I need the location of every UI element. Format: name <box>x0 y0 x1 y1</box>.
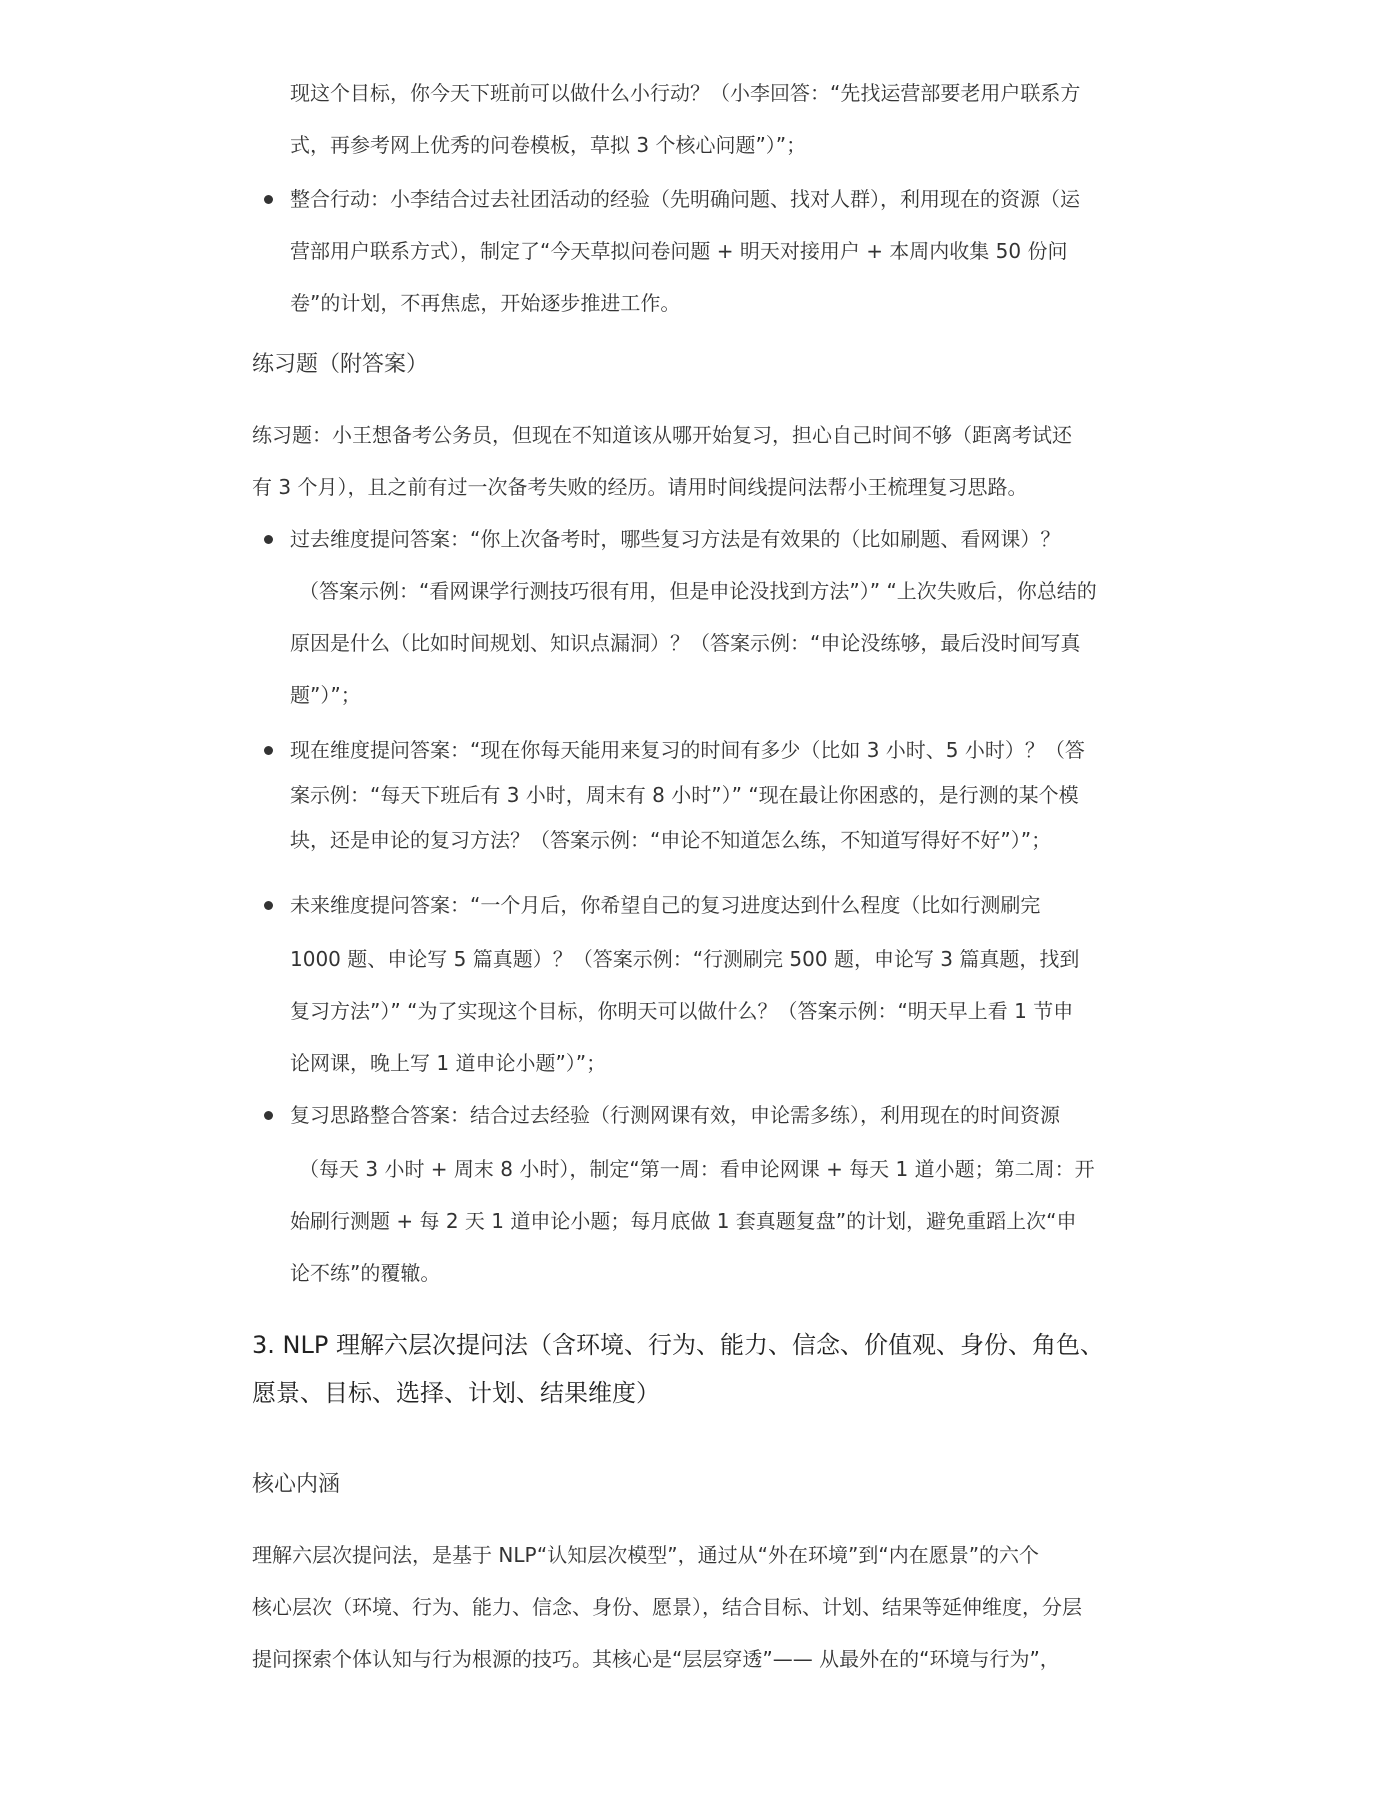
bullet-dot <box>264 746 273 755</box>
core-heading: 核心内涵 <box>252 1472 341 1497</box>
answer-present-line-3: 块，还是申论的复习方法？（答案示例：“申论不知道怎么练，不知道写得好不好”）”； <box>290 828 1052 852</box>
bullet-dot <box>264 535 273 544</box>
integrate-line-2: 营部用户联系方式），制定了“今天草拟问卷问题 + 明天对接用户 + 本周内收集 50 份问 <box>290 239 1068 263</box>
integrate-line-1: 整合行动：小李结合过去社团活动的经验（先明确问题、找对人群），利用现在的资源（运 <box>290 187 1080 211</box>
integrate-line-3: 卷”的计划，不再焦虑，开始逐步推进工作。 <box>290 291 681 315</box>
answer-future-line-4: 论网课，晚上写 1 道申论小题”）”； <box>290 1051 607 1075</box>
answer-integrate-line-3: 始刷行测题 + 每 2 天 1 道申论小题；每月底做 1 套真题复盘”的计划，避免重蹈上次“申 <box>290 1209 1077 1233</box>
answer-future-line-2: 1000 题、申论写 5 篇真题）？（答案示例：“行测刷完 500 题，申论写 3 篇真题，找到 <box>290 947 1080 971</box>
answer-past-line-2: （答案示例：“看网课学行测技巧很有用，但是申论没找到方法”）” “上次失败后，你总结的 <box>299 579 1097 603</box>
answer-present-line-2: 案示例：“每天下班后有 3 小时，周末有 8 小时”）” “现在最让你困惑的，是行测的某个模 <box>290 783 1079 807</box>
answer-past-line-4: 题”）”； <box>290 683 361 707</box>
exercise-line-2: 有 3 个月），且之前有过一次备考失败的经历。请用时间线提问法帮小王梳理复习思路。 <box>252 475 1028 499</box>
intro-line-2: 式，再参考网上优秀的问卷模板，草拟 3 个核心问题”）”； <box>290 133 807 157</box>
section-3-heading-line-1: 3. NLP 理解六层次提问法（含环境、行为、能力、信念、价值观、身份、角色、 <box>252 1331 1104 1359</box>
answer-past-line-3: 原因是什么（比如时间规划、知识点漏洞）？（答案示例：“申论没练够，最后没时间写真 <box>290 631 1081 655</box>
answer-future-line-1: 未来维度提问答案：“一个月后，你希望自己的复习进度达到什么程度（比如行测刷完 <box>290 893 1041 917</box>
exercise-line-1: 练习题：小王想备考公务员，但现在不知道该从哪开始复习，担心自己时间不够（距离考试还 <box>252 423 1072 447</box>
section-3-heading-line-2: 愿景、目标、选择、计划、结果维度） <box>252 1379 660 1407</box>
answer-present-line-1: 现在维度提问答案：“现在你每天能用来复习的时间有多少（比如 3 小时、5 小时）？（答 <box>290 738 1085 762</box>
answer-integrate-line-2: （每天 3 小时 + 周末 8 小时），制定“第一周：看申论网课 + 每天 1 道小题；第二周：开 <box>299 1157 1095 1181</box>
answer-integrate-line-1: 复习思路整合答案：结合过去经验（行测网课有效，申论需多练），利用现在的时间资源 <box>290 1103 1060 1127</box>
core-line-3: 提问探索个体认知与行为根源的技巧。其核心是“层层穿透”—— 从最外在的“环境与行为”， <box>252 1647 1060 1671</box>
answer-past-line-1: 过去维度提问答案：“你上次备考时，哪些复习方法是有效果的（比如刷题、看网课）？ <box>290 527 1061 551</box>
bullet-dot <box>264 1111 273 1120</box>
answer-future-line-3: 复习方法”）” “为了实现这个目标，你明天可以做什么？（答案示例：“明天早上看 1 节申 <box>290 999 1074 1023</box>
core-line-2: 核心层次（环境、行为、能力、信念、身份、愿景），结合目标、计划、结果等延伸维度，分层 <box>252 1595 1082 1619</box>
exercise-heading: 练习题（附答案） <box>252 352 429 377</box>
answer-integrate-line-4: 论不练”的覆辙。 <box>290 1261 441 1285</box>
intro-line-1: 现这个目标，你今天下班前可以做什么小行动？（小李回答：“先找运营部要老用户联系方 <box>290 81 1081 105</box>
bullet-dot <box>264 901 273 910</box>
bullet-dot <box>264 195 273 204</box>
core-line-1: 理解六层次提问法，是基于 NLP“认知层次模型”，通过从“外在环境”到“内在愿景”的六个 <box>252 1543 1040 1567</box>
